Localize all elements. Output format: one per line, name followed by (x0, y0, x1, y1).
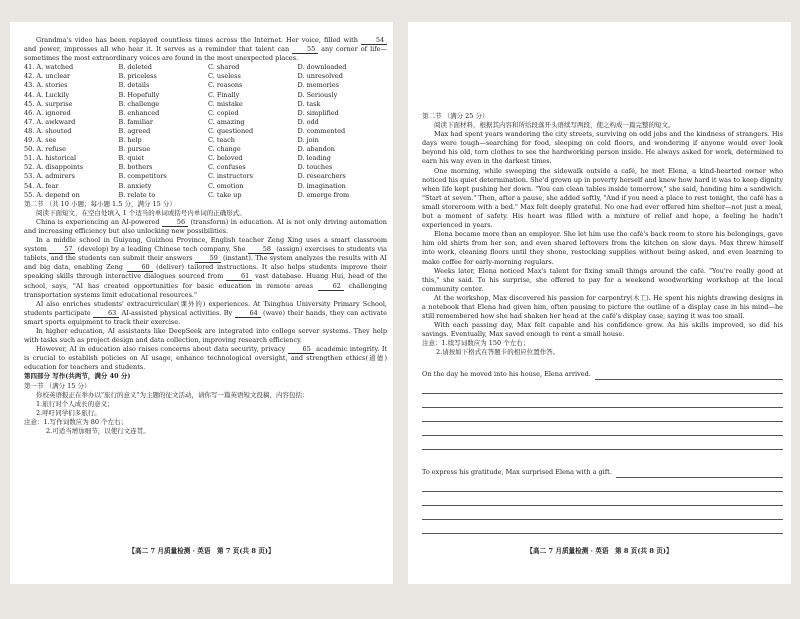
writing-1-note-2: 2.可适当增加细节，以使行文连贯。 (46, 427, 150, 436)
blank-57[interactable]: 57 (49, 245, 75, 254)
part-4-heading: 第四部分 写作(共两节，满分 40 分) (24, 372, 131, 381)
option-choice[interactable]: 55. A. depend on (24, 190, 80, 199)
option-choice[interactable]: B. bothers (118, 163, 153, 172)
blank-65[interactable]: 65 (288, 345, 314, 354)
writing-1-content-1: 1.旅行对个人成长的意义； (36, 399, 114, 408)
page-7-footer: 【高二 7 月质量检测 · 英语 第 7 页(共 8 页)】 (128, 546, 275, 555)
writing-1-content-2: 2.呼吁同学们多旅行。 (36, 408, 101, 417)
option-row (24, 81, 387, 90)
option-choice[interactable]: B. challenge (118, 99, 160, 108)
option-choice[interactable]: B. agreed (118, 126, 151, 135)
option-choice[interactable]: B. help (118, 136, 142, 145)
page-8-footer: 【高二 7 月质量检测 · 英语 第 8 页(共 8 页)】 (526, 546, 673, 555)
option-choice[interactable]: 50. A. refuse (24, 145, 66, 154)
option-choice[interactable]: B. pursue (118, 145, 151, 154)
story-paragraph: One morning, while sweeping the sidewalk outside a café, he met Elena, a kind-hearted owner who noticed his quiet determination. She'd grown up in poverty herself and knew how hard it was to keep dignity when life kept pushing her down. "You can clean tables inside tomorrow," she said, handing him a sandwich. "Start at seven." Then, after a pause, she added softly, "And if you need a place to rest tonight, the café has a small storeroom with a bed." Max felt deeply grateful. No one had ever offered him shelter—not just a meal, but a moment of safety. His heart was filled with a mixture of relief and hope, a feeling he hadn't experienced in years. (422, 166, 783, 230)
option-row (24, 182, 387, 191)
option-choice[interactable]: D. leading (297, 154, 331, 163)
option-choice[interactable]: B. anxiety (118, 181, 152, 190)
section-2-header: 第二节 （共 10 小题；每小题 1.5 分，满分 15 分） (24, 199, 176, 208)
answer-rule[interactable] (595, 371, 783, 380)
option-choice[interactable]: C. confuses (207, 163, 246, 172)
option-choice[interactable]: B. Hopefully (118, 90, 160, 99)
option-choice[interactable]: D. commented (297, 126, 346, 135)
option-choice[interactable]: D. task (297, 99, 321, 108)
option-choice[interactable]: 46. A. ignored (24, 108, 71, 117)
answer-line[interactable] (422, 408, 783, 422)
option-row (24, 163, 387, 172)
option-choice[interactable]: C. shared (207, 63, 240, 72)
answer-line-start-2[interactable] (422, 462, 783, 478)
blank-54[interactable]: 54 (361, 36, 387, 45)
writing-section-2-heading: 第二节 （满分 25 分） (422, 112, 489, 120)
grammar-para-3: AI also enriches students' extracurricular(课外的) experiences. At Tsinghua University Primary School, students participate 63 AI-assisted physical activities. By 64 (wave) their hands, they can activate smart sports equipment to track their exercise. (24, 299, 387, 326)
option-choice[interactable]: D. abandon (297, 145, 335, 154)
option-choice[interactable]: 48. A. shouted (24, 126, 72, 135)
writing-1-instruction: 你校英语报正在举办以"旅行的意义"为主题的征文活动，请你写一篇英语短文投稿，内容包括： (36, 390, 309, 399)
option-choice[interactable]: B. details (118, 81, 150, 90)
answer-line[interactable] (422, 422, 783, 436)
grammar-para-5: However, AI in education also raises concerns about data security, privacy 65 academic integrity. It is crucial to establish policies on AI usage, enhance technological oversight, and strengthen ethics(道德) education for teachers and students. (24, 345, 387, 372)
option-choice[interactable]: D. touches (297, 163, 333, 172)
option-choice[interactable]: B. competitors (118, 172, 167, 181)
blank-59[interactable]: 59 (195, 254, 221, 263)
option-choice[interactable]: 49. A. see (24, 136, 57, 145)
option-row (24, 191, 387, 200)
answer-line[interactable] (422, 380, 783, 394)
option-choice[interactable]: 41. A. watched (24, 63, 74, 72)
story-paragraph: Weeks later, Elena noticed Max's talent for fixing small things around the café. "You're really good at this," she said. To his surprise, she offered to pay for a weekend woodworking workshop at the local community center. (422, 266, 783, 293)
option-choice[interactable]: D. Seriously (297, 90, 338, 99)
option-choice[interactable]: C. mistake (207, 99, 243, 108)
answer-line[interactable] (422, 492, 783, 506)
option-choice[interactable]: C. emotion (207, 181, 244, 190)
option-choice[interactable]: C. beloved (207, 154, 243, 163)
blank-58[interactable]: 58 (248, 245, 274, 254)
option-choice[interactable]: B. deleted (118, 63, 152, 72)
option-row (24, 154, 387, 163)
page-8 (408, 22, 791, 584)
blank-62[interactable]: 62 (318, 282, 344, 291)
options-list (24, 63, 387, 199)
grammar-para-1: China is experiencing an AI-powered 56 (transform) in education. AI is not only driving automation and increasing efficiency but also unlocking new possibilities. (24, 217, 387, 235)
story-passage (422, 130, 783, 339)
option-row (24, 118, 387, 127)
option-choice[interactable]: D. simplified (297, 108, 339, 117)
blank-56[interactable]: 56 (162, 218, 188, 227)
option-choice[interactable]: C. change (207, 145, 241, 154)
paragraph-start-2: To express his gratitude, Max surprised Elena with a gift. (422, 468, 612, 477)
option-choice[interactable]: 54. A. fear (24, 181, 59, 190)
option-choice[interactable]: C. take up (207, 190, 242, 199)
option-choice[interactable]: C. questioned (207, 126, 254, 135)
option-choice[interactable]: C. reasons (207, 81, 243, 90)
answer-rule[interactable] (616, 469, 783, 478)
answer-line[interactable] (422, 520, 783, 534)
option-choice[interactable]: C. amazing (207, 117, 245, 126)
answer-line[interactable] (422, 478, 783, 492)
writing-2-note-2: 2.请按如下格式在答题卡的相应位置作答。 (436, 348, 560, 357)
answer-line[interactable] (422, 394, 783, 408)
option-choice[interactable]: D. odd (297, 117, 319, 126)
passage-ending: Grandma's video has been replayed countless times across the Internet. Her voice, filled with 54 and power, impresses all who hear it. It serves as a reminder that talent can 55 any corner of life—sometimes the most extraordinary voices are found in the most unexpected places. (24, 36, 387, 63)
writing-1-note-1: 注意：1.写作词数应为 80 个左右； (24, 417, 128, 426)
page-7 (10, 22, 393, 584)
option-choice[interactable]: 52. A. disappoints (24, 163, 84, 172)
option-choice[interactable]: C. instructors (207, 172, 253, 181)
option-choice[interactable]: D. imagination (297, 181, 346, 190)
option-row (24, 109, 387, 118)
option-choice[interactable]: C. copied (207, 108, 239, 117)
option-choice[interactable]: B. priceless (118, 72, 157, 81)
blank-64[interactable]: 64 (235, 309, 261, 318)
option-choice[interactable]: 42. A. unclear (24, 72, 71, 81)
option-choice[interactable]: B. enhanced (118, 108, 160, 117)
option-row (24, 172, 387, 181)
story-paragraph: At the workshop, Max discovered his passion for carpentry(木工). He spent his nights drawing designs in a notebook that Elena had given him, often pausing to picture the outline of a display case in his mind—he still remembered how she had shaken her head at the café's display case, saying it was too small. (422, 293, 783, 321)
paragraph-start-1: On the day he moved into his house, Elena arrived. (422, 370, 591, 379)
answer-line[interactable] (422, 506, 783, 520)
option-choice[interactable]: B. familiar (118, 117, 154, 126)
option-row (24, 72, 387, 81)
option-row (24, 145, 387, 154)
blank-60[interactable]: 60 (127, 263, 153, 272)
grammar-para-4: In higher education, AI assistants like DeepSeek are integrated into college server systems. They help with tasks such as project design and data collection, improving research efficiency. (24, 327, 387, 345)
option-row (24, 100, 387, 109)
blank-55[interactable]: 55 (292, 45, 318, 54)
option-choice[interactable]: 43. A. stories (24, 81, 68, 90)
story-paragraph: Max had spent years wandering the city streets, surviving on odd jobs and the kindness of strangers. His days were tough—searching for food, sleeping on cold floors, and wondering if anyone would ever look beyond his old, torn clothes to see the hardworking person inside. He always asked for work, determined to earn his way even in the darkest times. (422, 130, 783, 166)
option-choice[interactable]: 45. A. surprise (24, 99, 73, 108)
writing-2-note-1: 注意：1.续写词数应为 150 个左右； (422, 339, 530, 348)
story-paragraph: With each passing day, Max felt capable and his confidence grew. As his skills improved, so did his savings. Eventually, Max saved enough to rent a small house. (422, 321, 783, 339)
option-choice[interactable]: 53. A. admirers (24, 172, 75, 181)
option-row (24, 136, 387, 145)
option-row (24, 127, 387, 136)
option-row (24, 91, 387, 100)
writing-2-instruction: 阅读下面材料，根据其内容和所给段落开头语续写两段，使之构成一篇完整的短文。 (434, 121, 675, 130)
option-choice[interactable]: C. useless (207, 72, 241, 81)
answer-line-start-1[interactable] (422, 364, 783, 380)
writing-section-1: 第一节 （满分 15 分） (24, 381, 91, 390)
story-paragraph: Elena became more than an employer. She let him use the café's back room to store his belongings, gave him old shirts from her son, and even shared leftovers from the kitchen on slow days. Max threw himself into work, cleaning floors until they shone, restocking supplies without being asked, and even learning to make coffee for early-morning regulars. (422, 230, 783, 266)
option-choice[interactable]: D. join (297, 136, 319, 145)
option-choice[interactable]: D. memories (297, 81, 340, 90)
option-choice[interactable]: 47. A. awkward (24, 117, 76, 126)
option-choice[interactable]: B. quiet (118, 154, 145, 163)
answer-line[interactable] (422, 436, 783, 450)
section-2-instruction: 阅读下面短文，在空白处填入 1 个适当的单词或括号内单词的正确形式。 (36, 208, 246, 217)
option-choice[interactable]: D. unresolved (297, 72, 343, 81)
option-choice[interactable]: C. Finally (207, 90, 240, 99)
option-choice[interactable]: 51. A. historical (24, 154, 77, 163)
option-choice[interactable]: C. teach (207, 136, 235, 145)
option-choice[interactable]: D. emerge from (297, 190, 350, 199)
blank-63[interactable]: 63 (93, 309, 119, 318)
option-row (24, 63, 387, 72)
blank-61[interactable]: 61 (226, 272, 252, 281)
grammar-para-2: In a middle school in Guiyang, Guizhou Province, English teacher Zeng Xing uses a smart classroom system 57 (develop) by a leading Chinese tech company. She 58 (assign) exercises to students via tablets, and the students can submit their answers 59 (instant). The system analyzes the results with AI and big data, enabling Zeng 60 (deliver) tailored instructions. It also helps students improve their speaking skills through interactive dialogues sourced from 61 vast database. Huang Hui, head of the school, says, "AI has created opportunities for basic education in remote areas 62 challenging transportation systems limit educational resources." (24, 236, 388, 299)
option-choice[interactable]: 44. A. Luckily (24, 90, 70, 99)
option-choice[interactable]: D. researchers (297, 172, 346, 181)
option-choice[interactable]: B. relate to (118, 190, 156, 199)
option-choice[interactable]: D. downloaded (297, 63, 347, 72)
